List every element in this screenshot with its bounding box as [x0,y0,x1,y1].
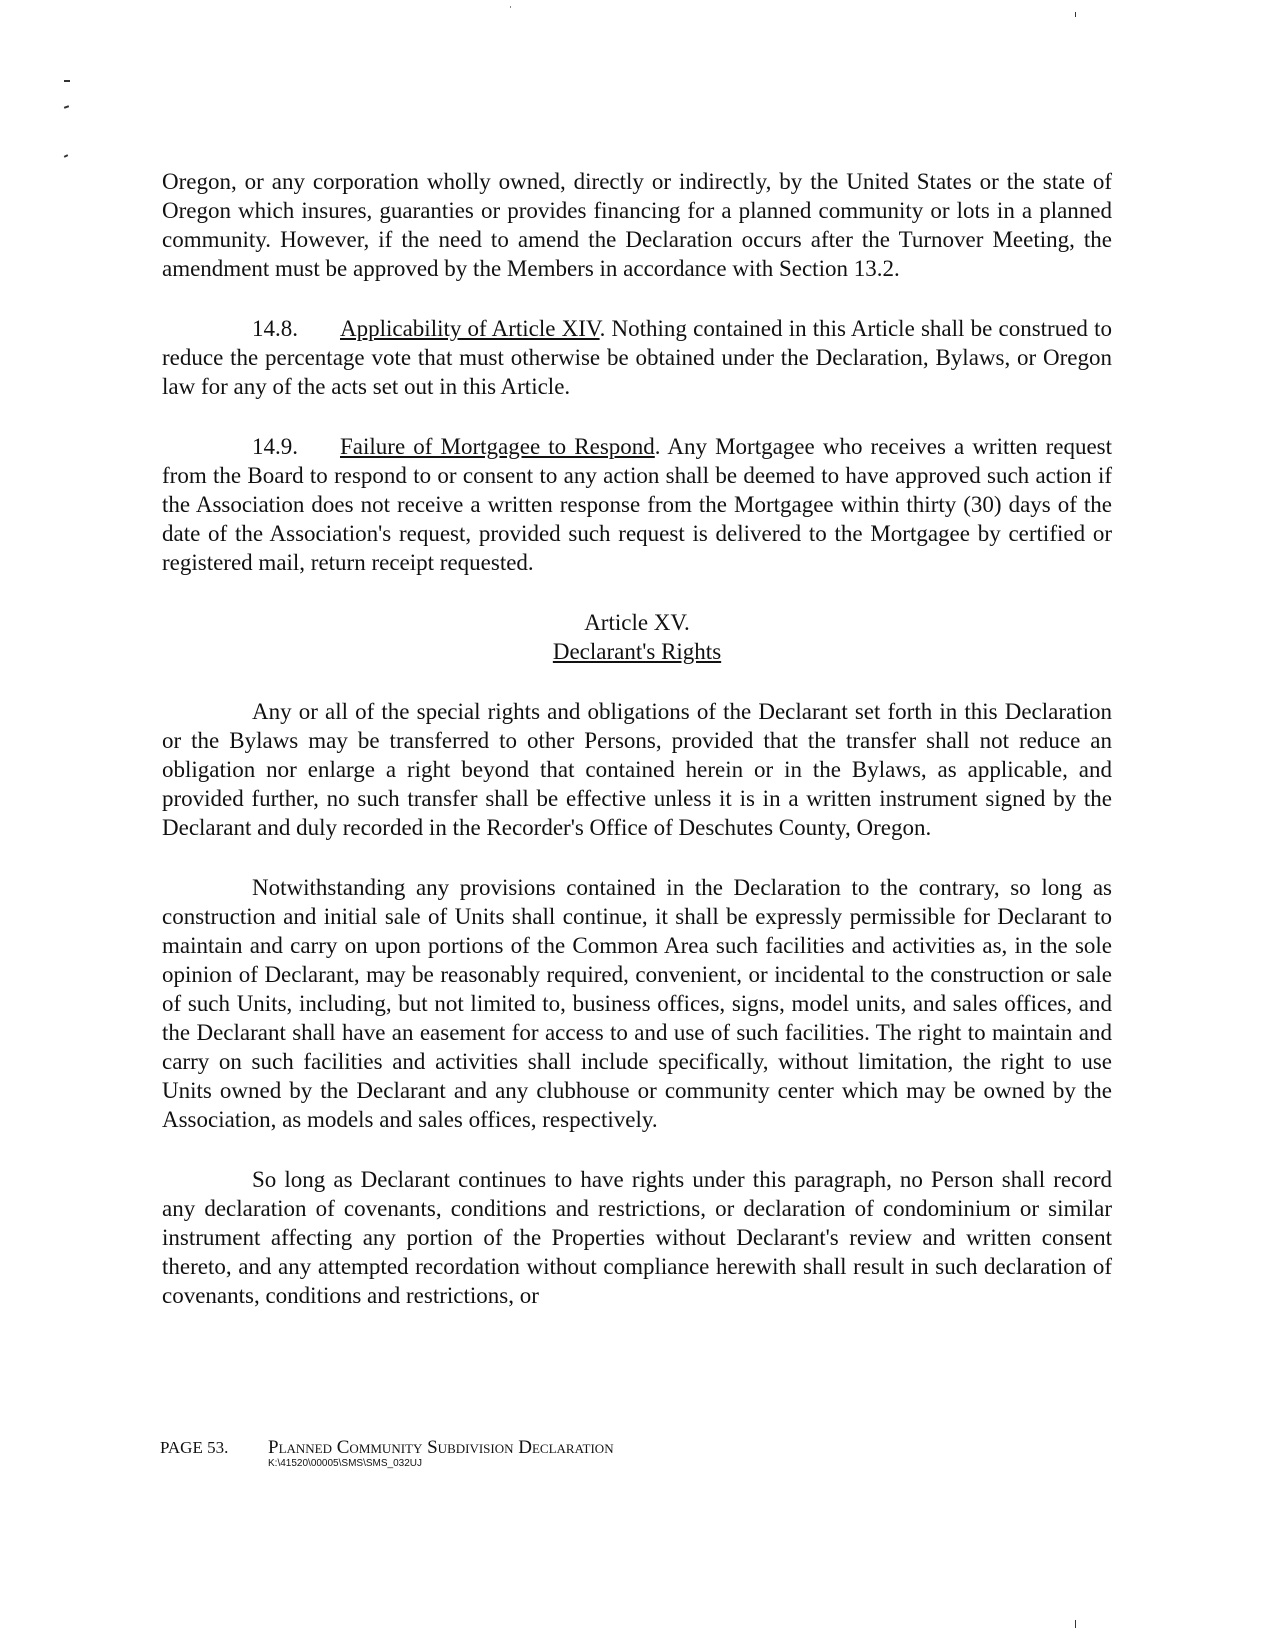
section-title: Applicability of Article XIV [340,316,600,341]
page-number: PAGE 53. [160,1438,229,1457]
paragraph-recordation: So long as Declarant continues to have rights under this paragraph, no Person shall record any declaration of covenants, conditions and restrictions, or declaration of condominium or similar instrument affecting any portion of the Properties without Declarant's review and written consent thereto, and any attempted recordation without compliance herewith shall result in such declaration of covenants, conditions and restrictions, or [162,1167,1112,1308]
section-text: . Any Mortgagee who receives a written request from the Board to respond to or consent to any action shall be deemed to have approved such action if the Association does not receive a written response from the Mortgagee within thirty (30) days of the date of the Association's request, provided such request is delivered to the Mortgagee by certified or registered mail, return receipt requested. [162,434,1113,575]
footer-document-title: Planned Community Subdivision Declaration [268,1437,614,1458]
page-footer [160,1438,614,1470]
scan-artifact [64,80,70,82]
document-body [162,167,1112,1341]
paragraph-continuation: Oregon, or any corporation wholly owned, directly or indirectly, by the United States or the state of Oregon which insures, guaranties or provides financing for a planned community or lots in a planned community. However, if the need to amend the Declaration occurs after the Turnover Meeting, the amendment must be approved by the Members in accordance with Section 13.2. [162,169,1112,281]
paragraph-sales-facilities: Notwithstanding any provisions contained in the Declaration to the contrary, so long as construction and initial sale of Units shall continue, it shall be expressly permissible for Declarant to maintain and carry on upon portions of the Common Area such facilities and activities as, in the sole opinion of Declarant, may be reasonably required, convenient, or incidental to the construction or sale of such Units, including, but not limited to, business offices, signs, model units, and sales offices, and the Declarant shall have an easement for access to and use of such facilities. The right to maintain and carry on such facilities and activities shall include specifically, without limitation, the right to use Units owned by the Declarant and any clubhouse or community center which may be owned by the Association, as models and sales offices, respectively. [162,875,1112,1132]
scan-artifact [510,6,511,8]
section-number: 14.9. [252,434,298,459]
footer-file-path: K:\41520\00005\SMS\SMS_032UJ [268,1458,422,1469]
section-14-9 [162,432,1112,577]
article-heading [162,608,1112,666]
scan-artifact [64,154,68,158]
section-14-8 [162,314,1112,401]
paragraph-transfer-of-rights: Any or all of the special rights and obligations of the Declarant set forth in this Declaration or the Bylaws may be transferred to other Persons, provided that the transfer shall not reduce an obligation nor enlarge a right beyond that contained herein or in the Bylaws, as applicable, and provided further, no such transfer shall be effective unless it is in a written instrument signed by the Declarant and duly recorded in the Recorder's Office of Deschutes County, Oregon. [162,699,1112,840]
article-title: Declarant's Rights [552,639,722,664]
scan-artifact [1075,12,1076,17]
section-text: . Nothing contained in this Article shall be construed to reduce the percentage vote that must otherwise be obtained under the Declaration, Bylaws, or Oregon law for any of the acts set out in this Article. [162,316,1112,399]
article-number: Article XV. [584,610,690,635]
section-title: Failure of Mortgagee to Respond [340,434,655,459]
scan-artifact [1075,1620,1076,1628]
scan-artifact [64,105,69,109]
section-number: 14.8. [252,316,298,341]
